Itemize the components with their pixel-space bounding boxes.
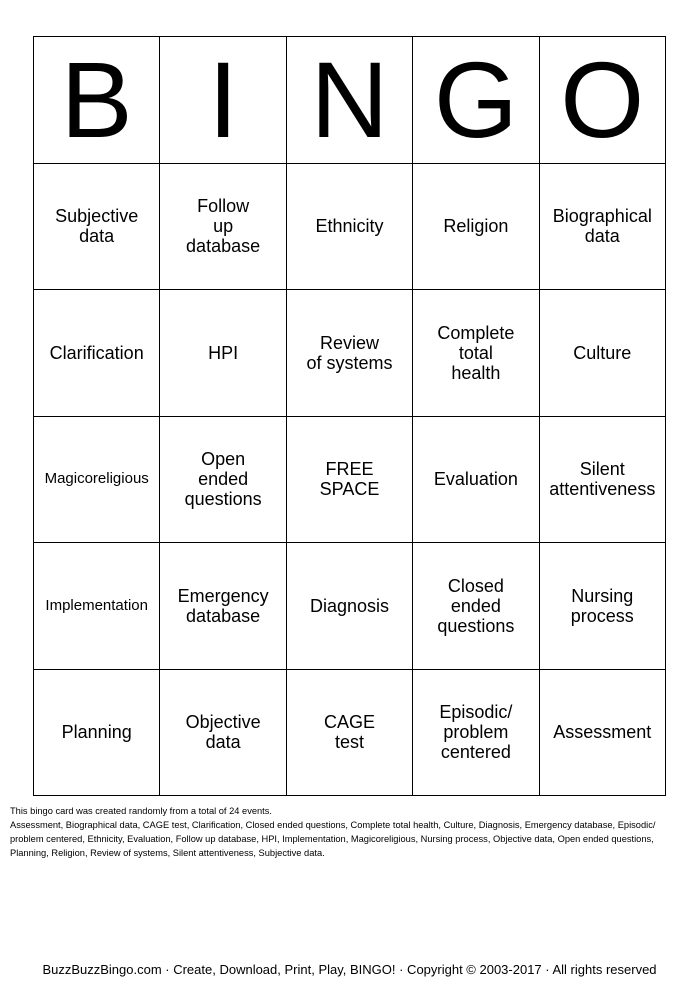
footnote-intro: This bingo card was created randomly from a total of 24 events. — [10, 806, 272, 816]
cell-text: Magicoreligious — [44, 470, 149, 488]
bingo-cell — [287, 164, 413, 291]
cell-text: Evaluation — [433, 469, 518, 490]
bingo-cell — [160, 164, 286, 291]
bingo-cell — [540, 164, 666, 291]
header-letter-b: B — [34, 37, 160, 164]
bingo-cell — [34, 417, 160, 544]
cell-text: Objective data — [185, 712, 261, 753]
bingo-cell — [540, 670, 666, 797]
free-space-cell — [287, 417, 413, 544]
cell-text: Closed ended questions — [437, 575, 515, 636]
bingo-cell — [540, 417, 666, 544]
cell-text: Follow up database — [186, 196, 261, 257]
cell-text: Clarification — [49, 342, 144, 363]
bingo-cell — [34, 670, 160, 797]
site-footer: BuzzBuzzBingo.com · Create, Download, Print, Play, BINGO! · Copyright © 2003-2017 · All rights reserved — [42, 962, 657, 977]
bingo-cell — [413, 417, 539, 544]
bingo-card — [33, 36, 666, 796]
bingo-cell — [160, 670, 286, 797]
cell-text: Religion — [443, 216, 509, 237]
cell-text: HPI — [208, 342, 239, 363]
bingo-cell — [34, 543, 160, 670]
cell-text: Biographical data — [552, 206, 652, 247]
cell-text: Diagnosis — [309, 595, 390, 616]
cell-text: Culture — [573, 342, 632, 363]
cell-text: Open ended questions — [184, 449, 262, 510]
bingo-cell — [540, 543, 666, 670]
header-letter-g: G — [413, 37, 539, 164]
footnote-event-list: Assessment, Biographical data, CAGE test, Clarification, Closed ended questions, Complete total health, Culture, Diagnosis, Emergency database, Episodic/ problem centered, Ethnicity, Evaluation, Follow up database, HPI, Implementation, Magicoreligious, Nursing process, Objective data, Open ended questions, Planning, Religion, Review of systems, Silent attentiveness, Subjective data. — [10, 820, 656, 858]
bingo-cell — [287, 670, 413, 797]
header-letter-n: N — [287, 37, 413, 164]
cell-text: CAGE test — [323, 712, 375, 753]
bingo-cell — [413, 164, 539, 291]
bingo-cell — [34, 290, 160, 417]
cell-text: Ethnicity — [315, 216, 384, 237]
header-letter-o: O — [540, 37, 666, 164]
header-letter-i: I — [160, 37, 286, 164]
bingo-cell — [287, 543, 413, 670]
cell-text: Implementation — [45, 596, 148, 614]
bingo-cell — [34, 164, 160, 291]
cell-text: FREE SPACE — [319, 459, 380, 500]
cell-text: Subjective data — [55, 206, 139, 247]
cell-text: Assessment — [553, 722, 652, 743]
cell-text: Episodic/ problem centered — [439, 702, 513, 763]
cell-text: Complete total health — [437, 322, 515, 383]
bingo-cell — [160, 290, 286, 417]
cell-text: Planning — [61, 722, 132, 743]
cell-text: Emergency database — [177, 585, 269, 626]
bingo-cell — [413, 290, 539, 417]
bingo-cell — [160, 543, 286, 670]
bingo-cell — [160, 417, 286, 544]
bingo-cell — [540, 290, 666, 417]
cell-text: Review of systems — [306, 332, 393, 373]
cell-text: Silent attentiveness — [549, 459, 656, 500]
bingo-cell — [413, 670, 539, 797]
card-footnote — [10, 804, 690, 860]
bingo-cell — [413, 543, 539, 670]
bingo-cell — [287, 290, 413, 417]
cell-text: Nursing process — [570, 585, 634, 626]
